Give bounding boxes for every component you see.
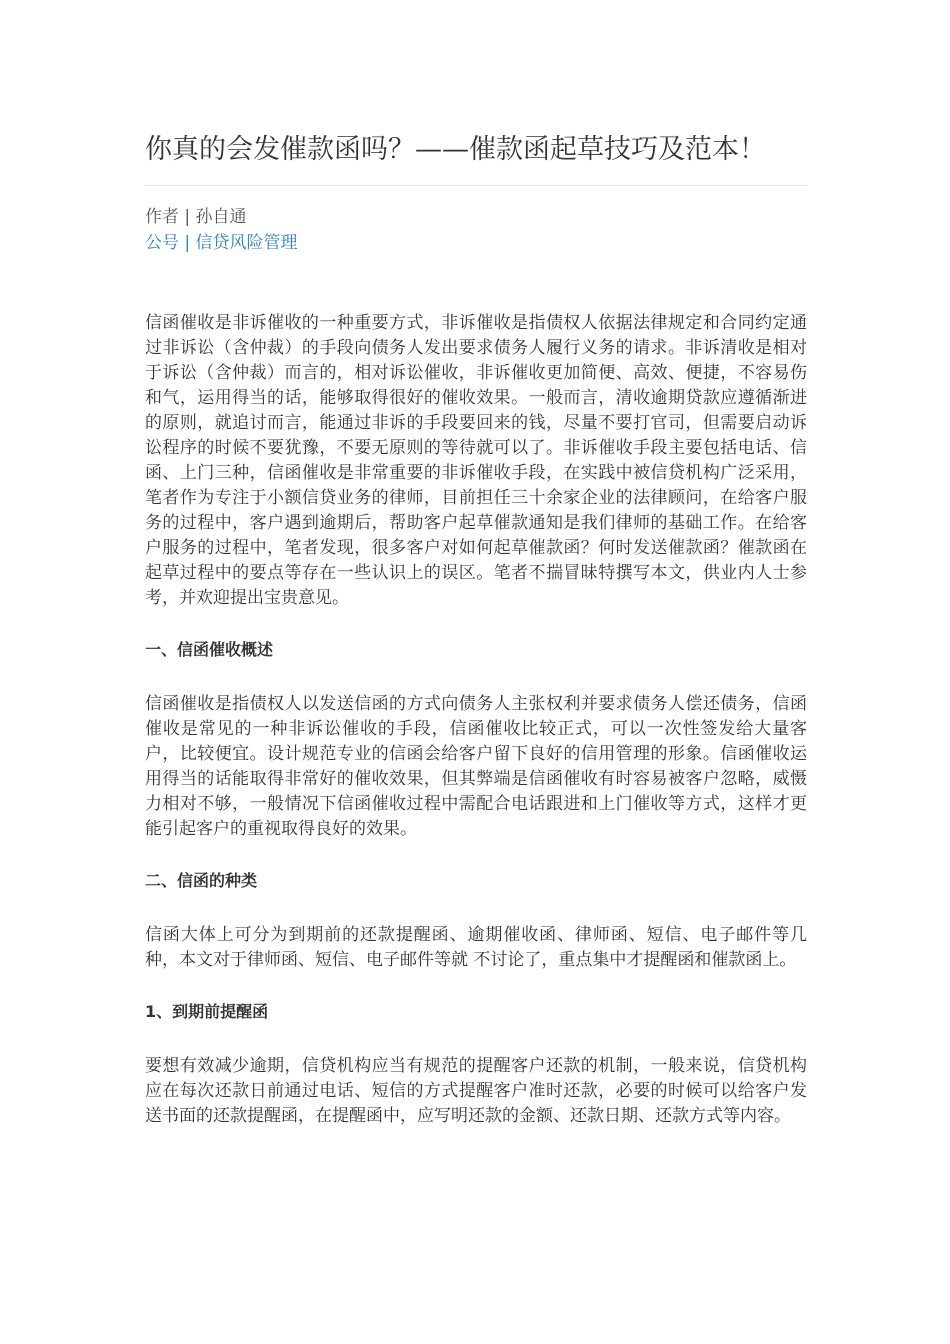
author-line: 作者 | 孙自通 [145, 207, 247, 227]
section-body-overview: 信函催收是指债权人以发送信函的方式向债务人主张权利并要求债务人偿还债务，信函催收是常见的一种非诉讼催收的手段，信函催收比较正式，可以一次性签发给大量客户，比较便宜。设计规范专业的信函会给客户留下良好的信用管理的形象。信函催收运用得当的话能取得非常好的催收效果，但其弊端是信函催收有时容易被客户忽略，威慑力相对不够，一般情况下信函催收过程中需配合电话跟进和上门催收等方式，这样才更能引起客户的重视取得良好的效果。 [145, 694, 807, 839]
section-heading-types: 二、信函的种类 [145, 871, 258, 890]
section-body-types: 信函大体上可分为到期前的还款提醒函、逾期催收函、律师函、短信、电子邮件等几种，本文对于律师函、短信、电子邮件等就 不讨论了，重点集中才提醒函和催款函上。 [145, 925, 807, 970]
section-heading-overview: 一、信函催收概述 [145, 640, 274, 659]
subsection-heading-reminder: 1、到期前提醒函 [145, 1002, 269, 1021]
article [145, 128, 807, 1129]
account-link[interactable]: 公号 | 信贷风险管理 [145, 233, 298, 253]
article-title: 你真的会发催款函吗？——催款函起草技巧及范本！ [145, 134, 766, 165]
article-meta [145, 204, 807, 256]
subsection-body-reminder: 要想有效减少逾期，信贷机构应当有规范的提醒客户还款的机制，一般来说，信贷机构应在每次还款日前通过电话、短信的方式提醒客户准时还款，必要的时候可以给客户发送书面的还款提醒函，在提醒函中，应写明还款的金额、还款日期、还款方式等内容。 [145, 1056, 807, 1126]
title-divider [145, 185, 807, 186]
intro-paragraph: 信函催收是非诉催收的一种重要方式，非诉催收是指债权人依据法律规定和合同约定通过非诉讼（含仲裁）的手段向债务人发出要求债务人履行义务的请求。非诉清收是相对于诉讼（含仲裁）而言的，相对诉讼催收，非诉催收更加简便、高效、便捷，不容易伤和气，运用得当的话，能够取得很好的催收效果。一般而言，清收逾期贷款应遵循渐进的原则，就追讨而言，能通过非诉的手段要回来的钱，尽量不要打官司，但需要启动诉讼程序的时候不要犹豫，不要无原则的等待就可以了。非诉催收手段主要包括电话、信函、上门三种，信函催收是非常重要的非诉催收手段，在实践中被信贷机构广泛采用，笔者作为专注于小额信贷业务的律师，目前担任三十余家企业的法律顾问，在给客户服务的过程中，客户遇到逾期后，帮助客户起草催款通知是我们律师的基础工作。在给客户服务的过程中，笔者发现，很多客户对如何起草催款函？何时发送催款函？催款函在起草过程中的要点等存在一些认识上的误区。笔者不揣冒昧特撰写本文，供业内人士参考，并欢迎提出宝贵意见。 [145, 313, 807, 608]
